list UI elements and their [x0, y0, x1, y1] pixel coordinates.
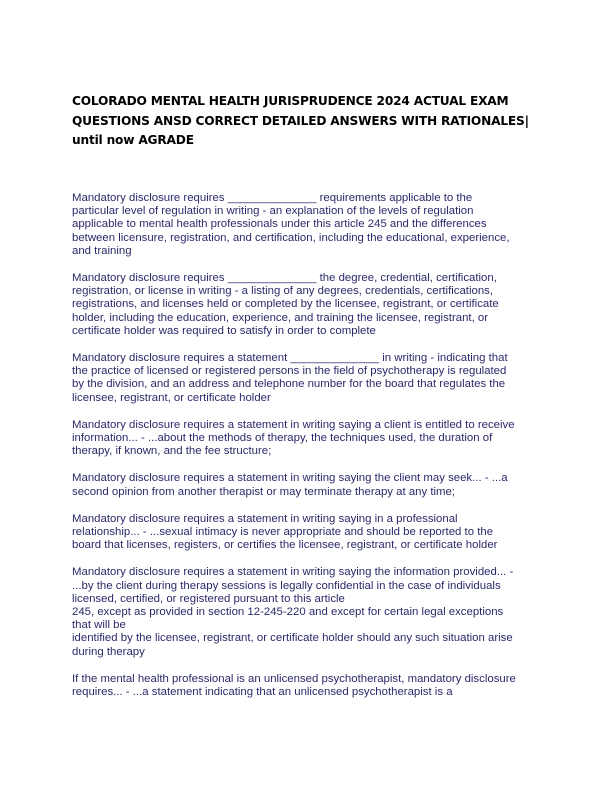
qa-paragraph: [72, 566, 550, 658]
text-line: Mandatory disclosure requires a statement in writing saying in a professional: [72, 512, 458, 525]
text-line: registration, or license in writing - a listing of any degrees, credentials, certifications,: [72, 285, 494, 298]
text-line: the practice of licensed or registered persons in the field of psychotherapy is regulated: [72, 365, 507, 378]
text-line: holder, including the education, experience, and training the licensee, registrant, or: [72, 311, 489, 324]
text-line: between licensure, registration, and certification, including the educational, experience,: [72, 231, 510, 244]
text-line: information... - ...about the methods of therapy, the techniques used, the duration of: [72, 432, 493, 445]
title-line: until now AGRADE: [72, 133, 194, 147]
text-line: If the mental health professional is an unlicensed psychotherapist, mandatory disclosure: [72, 672, 516, 685]
qa-paragraph: [72, 513, 550, 553]
text-line: Mandatory disclosure requires ______________ requirements applicable to the: [72, 192, 473, 204]
text-line: that will be: [72, 619, 126, 632]
document-body: [72, 192, 550, 699]
text-line: licensed, certified, or registered pursuant to this article: [72, 592, 345, 605]
text-line: Mandatory disclosure requires a statement in writing saying the information provided... -: [72, 566, 514, 579]
text-line: identified by the licensee, registrant, or certificate holder should any such situation arise: [72, 632, 513, 645]
text-line: second opinion from another therapist or may terminate therapy at any time;: [72, 485, 456, 498]
text-line: therapy, if known, and the fee structure;: [72, 445, 272, 458]
text-line: Mandatory disclosure requires ______________ the degree, credential, certification,: [72, 272, 497, 285]
text-line: ...by the client during therapy sessions is legally confidential in the case of individuals: [72, 579, 501, 592]
text-line: relationship... - ...sexual intimacy is never appropriate and should be reported to the: [72, 526, 494, 539]
qa-paragraph: [72, 419, 550, 459]
title-line: COLORADO MENTAL HEALTH JURISPRUDENCE 2024 ACTUAL EXAM: [72, 94, 509, 108]
text-line: licensee, registrant, or certificate holder: [72, 391, 271, 404]
text-line: 245, except as provided in section 12-245-220 and except for certain legal exceptions: [72, 606, 504, 619]
text-line: board that licenses, registers, or certifies the licensee, registrant, or certificate holder: [72, 539, 498, 552]
text-line: Mandatory disclosure requires a statement in writing saying the client may seek... - ...a: [72, 472, 508, 485]
document-title: [72, 92, 552, 151]
title-line: QUESTIONS ANSD CORRECT DETAILED ANSWERS WITH RATIONALES|: [72, 113, 529, 128]
text-line: Mandatory disclosure requires a statement in writing saying a client is entitled to receive: [72, 418, 515, 431]
qa-paragraph: [72, 673, 550, 699]
text-line: requires... - ...a statement indicating that an unlicensed psychotherapist is a: [72, 686, 453, 699]
text-line: during therapy: [72, 645, 145, 658]
qa-paragraph: [72, 472, 550, 498]
text-line: by the division, and an address and telephone number for the board that regulates the: [72, 378, 506, 391]
text-line: particular level of regulation in writing - an explanation of the levels of regulation: [72, 205, 474, 218]
text-line: applicable to mental health professionals under this article 245 and the differences: [72, 218, 487, 231]
text-line: Mandatory disclosure requires a statement ______________ in writing - indicating that: [72, 352, 508, 365]
qa-paragraph: [72, 192, 550, 258]
text-line: registrations, and licenses held or completed by the licensee, registrant, or certificate: [72, 298, 499, 311]
qa-paragraph: [72, 352, 550, 405]
qa-paragraph: [72, 272, 550, 338]
text-line: and training: [72, 244, 132, 257]
text-line: certificate holder was required to satisfy in order to complete: [72, 324, 376, 337]
